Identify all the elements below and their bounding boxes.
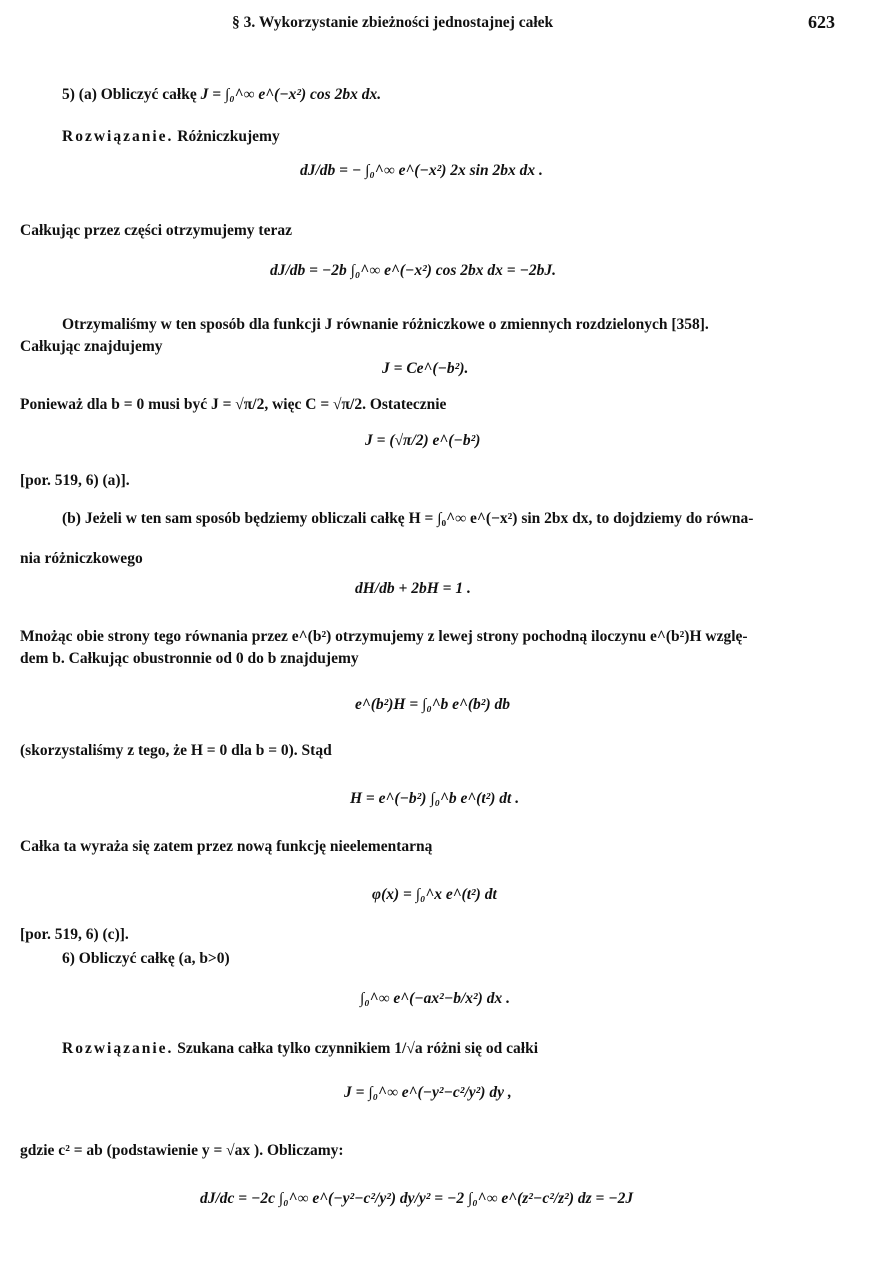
running-header: § 3. Wykorzystanie zbieżności jednostajnej całek (232, 14, 554, 31)
equation-6: e^(b²)H = ∫₀^b e^(b²) db (355, 696, 510, 713)
solution-text: Różniczkujemy (177, 128, 280, 145)
problem-5a-label: 5) (a) Obliczyć całkę (62, 86, 197, 103)
equation-11: dJ/dc = −2c ∫₀^∞ e^(−y²−c²/y²) dy/y² = −2 ∫₀^∞ e^(z²−c²/z²) dz = −2J (200, 1190, 634, 1207)
problem-5a-formula: J = ∫₀^∞ e^(−x²) cos 2bx dx. (200, 86, 382, 103)
equation-5: dH/db + 2bH = 1 . (355, 580, 471, 597)
line-substitution: gdzie c² = ab (podstawienie y = √ax ). Obliczamy: (20, 1142, 344, 1159)
line-used: (skorzystaliśmy z tego, że H = 0 dla b = 0). Stąd (20, 742, 332, 759)
equation-4: J = (√π/2) e^(−b²) (365, 432, 481, 449)
equation-9: ∫₀^∞ e^(−ax²−b/x²) dx . (360, 990, 510, 1007)
equation-2: dJ/db = −2b ∫₀^∞ e^(−x²) cos 2bx dx = −2bJ. (270, 262, 557, 279)
solution-2 (62, 1040, 538, 1058)
line-multiply-2: dem b. Całkując obustronnie od 0 do b znajdujemy (20, 650, 359, 667)
line-ode-2: Całkując znajdujemy (20, 338, 163, 355)
equation-7: H = e^(−b²) ∫₀^b e^(t²) dt . (350, 790, 520, 807)
problem-5b-line-2: nia różniczkowego (20, 550, 143, 567)
solution-2-label: Rozwiązanie. (62, 1040, 174, 1057)
solution-label: Rozwiązanie. (62, 128, 174, 145)
reference-2: [por. 519, 6) (c)]. (20, 926, 129, 943)
page-number: 623 (808, 12, 835, 32)
equation-8: φ(x) = ∫₀^x e^(t²) dt (372, 886, 497, 903)
solution-2-text: Szukana całka tylko czynnikiem 1/√a różni się od całki (177, 1040, 538, 1057)
line-multiply-1: Mnożąc obie strony tego równania przez e^(b²) otrzymujemy z lewej strony pochodną iloczynu e^(b²)H wzglę- (20, 628, 748, 645)
problem-6: 6) Obliczyć całkę (a, b>0) (62, 950, 230, 967)
reference-1: [por. 519, 6) (a)]. (20, 472, 130, 489)
equation-10: J = ∫₀^∞ e^(−y²−c²/y²) dy , (344, 1084, 512, 1101)
problem-5b-line-1: (b) Jeżeli w ten sam sposób będziemy obliczali całkę H = ∫₀^∞ e^(−x²) sin 2bx dx, to dojdziemy do równa- (62, 510, 754, 527)
line-ode-1: Otrzymaliśmy w ten sposób dla funkcji J równanie różniczkowe o zmiennych rozdzielonych [358]. (62, 316, 709, 333)
equation-3: J = Ce^(−b²). (382, 360, 469, 377)
line-new-function: Całka ta wyraża się zatem przez nową funkcję nieelementarną (20, 838, 433, 855)
line-const: Ponieważ dla b = 0 musi być J = √π/2, więc C = √π/2. Ostatecznie (20, 396, 447, 413)
line-parts: Całkując przez części otrzymujemy teraz (20, 222, 292, 239)
equation-1: dJ/db = − ∫₀^∞ e^(−x²) 2x sin 2bx dx . (300, 162, 543, 179)
solution-1 (62, 128, 280, 146)
problem-5a (62, 86, 381, 104)
